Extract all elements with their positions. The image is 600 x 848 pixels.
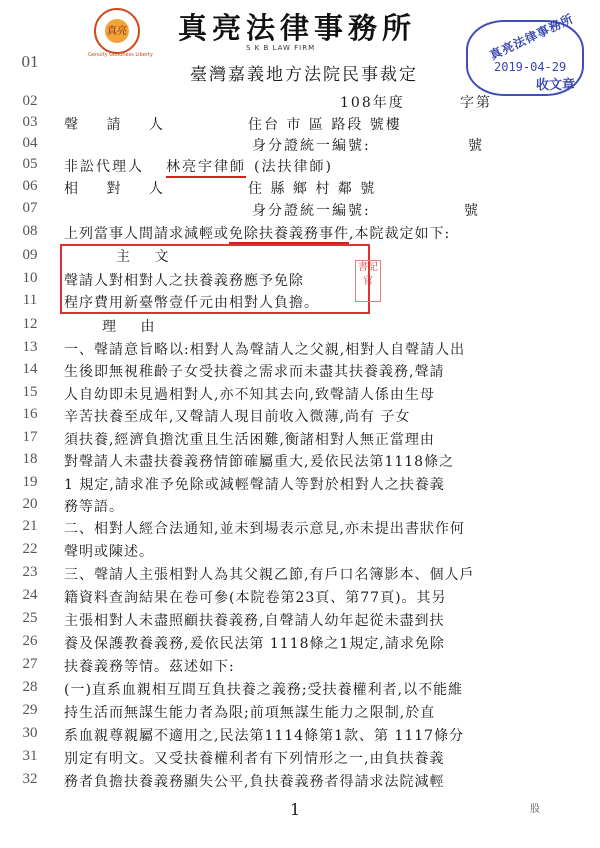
applicant-address: 住台 市 區 路段 號樓 xyxy=(248,117,402,133)
line-number: 05 xyxy=(22,156,38,172)
case-type: 免除扶養義務事件 xyxy=(229,226,349,242)
line-number: 09 xyxy=(22,247,38,263)
reason-line: 別定有明文。又受扶養權利者有下列情形之一,由負扶養義 xyxy=(64,751,445,767)
reason-line: 持生活而無謀生能力者為限;前項無謀生能力之限制,於直 xyxy=(64,705,436,721)
line-number: 25 xyxy=(22,610,38,626)
reason-line: 系血親尊親屬不適用之,民法第1114條第1款、第 1117條分 xyxy=(64,728,465,744)
reason-line: 聲明或陳述。 xyxy=(64,544,154,560)
reason-line: 二、相對人經合法通知,並未到場表示意見,亦未提出書狀作何 xyxy=(64,521,465,537)
stamp-firm: 真亮法律事務所 xyxy=(487,11,576,63)
reason-line: 辛苦扶養至成年,又聲請人現目前收入微薄,尚有 子女 xyxy=(64,409,411,425)
line-number: 27 xyxy=(22,656,38,672)
line-number: 31 xyxy=(22,748,38,764)
logo-caption: Genuity Goodness Liberty xyxy=(88,52,153,58)
applicant-id-label: 身分證統一編號: xyxy=(252,138,371,154)
reason-line: 主張相對人未盡照顧扶養義務,自聲請人幼年起從未盡到扶 xyxy=(64,613,445,629)
reason-line: 養及保護教養義務,爰依民法第 1118條之1規定,請求免除 xyxy=(64,636,445,652)
reason-line: 1 規定,請求准予免除或減輕聲請人等對於相對人之扶養義 xyxy=(64,477,445,493)
line-number: 04 xyxy=(22,135,38,151)
line-number: 32 xyxy=(22,771,38,787)
line-number: 10 xyxy=(22,270,38,286)
ruling-line: 程序費用新臺幣壹仟元由相對人負擔。 xyxy=(64,295,319,311)
line-number: 07 xyxy=(22,200,38,216)
logo-emblem-text: 真亮 xyxy=(107,26,127,37)
ruling-line: 聲請人對相對人之扶養義務應予免除 xyxy=(64,273,304,289)
line-number: 17 xyxy=(22,429,38,445)
agent-label: 非訟代理人 xyxy=(64,159,144,175)
line-number: 02 xyxy=(22,93,38,109)
respondent-label: 相 對 人 xyxy=(64,181,175,197)
respondent-id-suffix: 號 xyxy=(464,203,480,219)
line-number: 01 xyxy=(21,52,39,71)
firm-name: 真亮法律事務所 xyxy=(178,11,417,45)
firm-english-name: S K B LAW FIRM xyxy=(246,44,316,52)
reason-line: 務者負擔扶養義務顯失公平,負扶養義務者得請求法院減輕 xyxy=(64,774,445,790)
main-heading: 主 文 xyxy=(116,249,179,265)
intro-text-c: ,本院裁定如下: xyxy=(349,226,451,242)
line-number: 08 xyxy=(22,223,38,239)
line-number: 24 xyxy=(22,587,38,603)
firm-logo-emblem xyxy=(94,8,140,54)
reason-line: 務等語。 xyxy=(64,499,124,515)
case-word: 字第 xyxy=(460,95,492,111)
applicant-label: 聲 請 人 xyxy=(64,117,175,133)
line-number: 12 xyxy=(22,316,38,332)
reason-line: 須扶養,經濟負擔沈重且生活困難,衡諸相對人無正當理由 xyxy=(64,432,435,448)
reason-line: 人自幼即未見過相對人,亦不知其去向,致聲請人係由生母 xyxy=(64,387,435,403)
clerk-seal: 書記官 xyxy=(355,260,381,302)
court-title: 臺灣嘉義地方法院民事裁定 xyxy=(190,65,418,85)
line-number: 21 xyxy=(22,518,38,534)
line-number: 06 xyxy=(22,178,38,194)
agent-name: 林亮宇律師 xyxy=(166,156,246,178)
received-stamp xyxy=(466,11,584,96)
page-number: 1 xyxy=(290,800,301,819)
line-number: 30 xyxy=(22,725,38,741)
line-number: 19 xyxy=(22,474,38,490)
respondent-address: 住 縣 鄉 村 鄰 號 xyxy=(248,181,377,197)
stamp-date: 2019-04-29 xyxy=(494,60,567,74)
intro-text-a: 上列當事人間請求減輕或 xyxy=(64,226,229,242)
line-number: 18 xyxy=(22,451,38,467)
reason-line: 對聲請人未盡扶養義務情節確屬重大,爰依民法第1118條之 xyxy=(64,454,455,470)
agent-note: (法扶律師) xyxy=(254,159,333,175)
applicant-id-suffix: 號 xyxy=(468,138,484,154)
respondent-id-label: 身分證統一編號: xyxy=(252,203,371,219)
case-year: 108年度 xyxy=(340,95,405,111)
line-number: 29 xyxy=(22,702,38,718)
line-number: 03 xyxy=(22,114,38,130)
stamp-label: 收文章 xyxy=(536,78,576,93)
reason-line: 扶養義務等情。茲述如下: xyxy=(64,659,235,675)
line-number: 23 xyxy=(22,564,38,580)
line-number: 28 xyxy=(22,679,38,695)
line-number: 11 xyxy=(22,292,38,308)
line-number: 14 xyxy=(22,361,38,377)
line-number: 13 xyxy=(22,339,38,355)
reason-line: 生後即無視稚齡子女受扶養之需求而未盡其扶養義務,聲請 xyxy=(64,364,445,380)
line-number: 26 xyxy=(22,633,38,649)
line-number: 22 xyxy=(22,541,38,557)
reason-line: 籍資料查詢結果在卷可參(本院卷第23頁、第77頁)。其另 xyxy=(64,590,447,606)
reason-heading: 理 由 xyxy=(102,319,165,335)
line-number: 20 xyxy=(22,496,38,512)
reason-line: 三、聲請人主張相對人為其父親乙節,有戶口名簿影本、個人戶 xyxy=(64,567,475,583)
intro-line xyxy=(64,223,450,243)
line-number: 16 xyxy=(22,406,38,422)
line-number: 15 xyxy=(22,384,38,400)
reason-line: (一)直系血親相互間互負扶養之義務;受扶養權利者,以不能維 xyxy=(64,682,464,698)
reason-line: 一、聲請意旨略以:相對人為聲請人之父親,相對人自聲請人出 xyxy=(64,342,466,358)
tail-mark: 股 xyxy=(530,804,540,815)
